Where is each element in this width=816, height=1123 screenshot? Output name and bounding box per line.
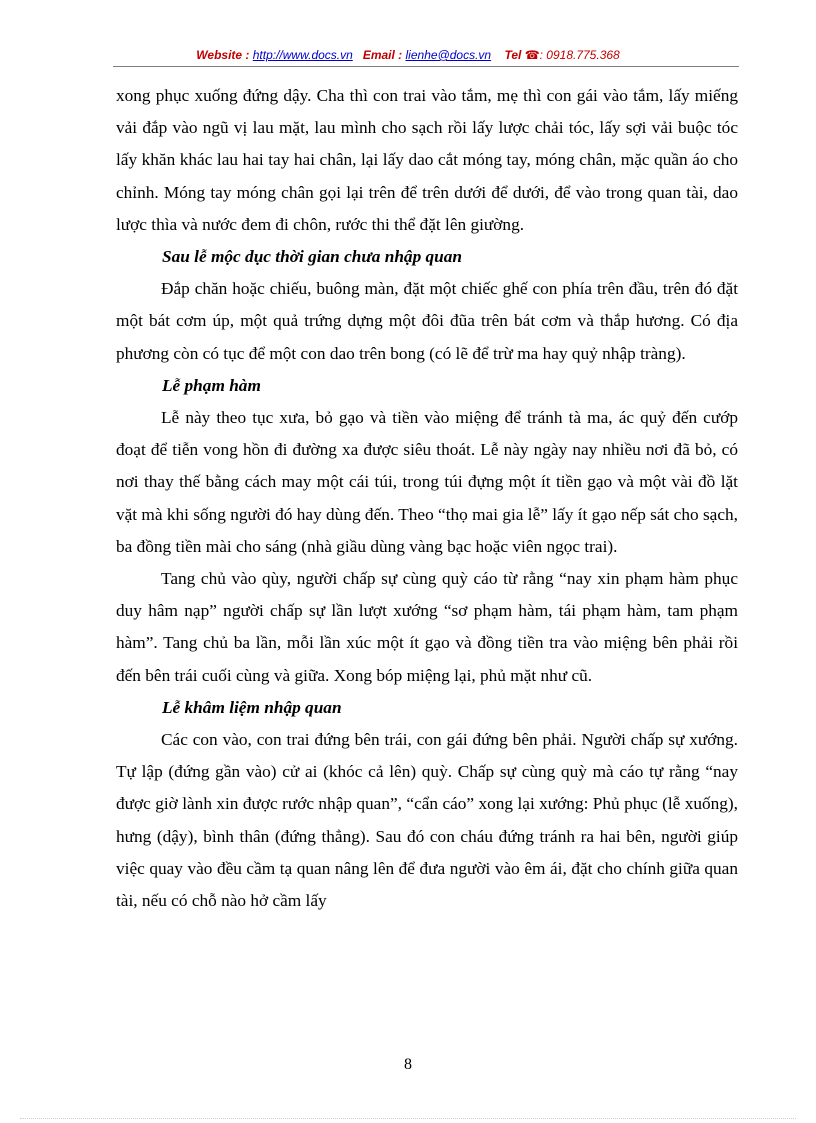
website-link[interactable]: http://www.docs.vn: [252, 48, 353, 62]
email-label: Email :: [362, 48, 403, 62]
email-link[interactable]: lienhe@docs.vn: [405, 48, 492, 62]
telephone-icon: ☎: [524, 48, 540, 62]
tel-label: Tel: [504, 48, 522, 62]
header-rule: [113, 66, 739, 67]
footer-divider: [20, 1118, 796, 1119]
section-heading-1: Sau lễ mộc dục thời gian chưa nhập quan: [162, 247, 463, 267]
paragraph-4: Tang chủ vào qùy, người chấp sự cùng quỳ cáo từ rằng “nay xin phạm hàm phục duy hâm nạp” người chấp sự lần lượt xướng “sơ phạm hàm, tái phạm hàm, tam phạm hàm”. Tang chủ ba lần, mỗi lần xúc một ít gạo và đồng tiền tra vào miệng bên phải rồi đến bên trái cuối cùng và giữa. Xong bóp miệng lại, phủ mặt như cũ.: [116, 569, 738, 685]
paragraph-5: Các con vào, con trai đứng bên trái, con gái đứng bên phải. Người chấp sự xướng. Tự lập (đứng gần vào) cử ai (khóc cả lên) quỳ. Chấp sự cùng quỳ mà cáo tự rằng “nay được giờ lành xin được rước nhập quan”, “cẩn cáo” xong lại xướng: Phủ phục (lễ xuống), hưng (dậy), bình thân (đứng thẳng). Sau đó con cháu đứng tránh ra hai bên, người giúp việc quay vào đều cầm tạ quan nâng lên để đưa người vào êm ái, đặt cho chính giữa quan tài, nếu có chỗ nào hở cầm lấy: [116, 730, 738, 911]
paragraph-2: Đắp chăn hoặc chiếu, buông màn, đặt một chiếc ghế con phía trên đầu, trên đó đặt một bát cơm úp, một quả trứng dựng một đôi đũa trên bát cơm và thắp hương. Có địa phương còn có tục để một con dao trên bong (có lẽ để trừ ma hay quỷ nhập tràng).: [116, 279, 738, 363]
page-number: 8: [404, 1056, 412, 1073]
page-header: [0, 48, 816, 62]
section-heading-2: Lễ phạm hàm: [162, 375, 261, 395]
paragraph-1: xong phục xuống đứng dậy. Cha thì con trai vào tắm, mẹ thì con gái vào tắm, lấy miếng vải đắp vào ngũ vị lau mặt, lau mình cho sạch rồi lấy lược chải tóc, lấy sợi vải buộc tóc lấy khăn khác lau hai tay hai chân, lại lấy dao cắt móng tay, móng chân, mặc quần áo cho chỉnh. Móng tay móng chân gọi lại trên để trên dưới để dưới, để vào trong quan tài, dao lược thìa và nước đem đi chôn, rước thi thể đặt lên giường.: [116, 86, 738, 234]
website-label: Website :: [196, 48, 250, 62]
section-heading-3: Lễ khâm liệm nhập quan: [162, 697, 342, 717]
document-body: [116, 80, 738, 917]
phone-number: : 0918.775.368: [539, 48, 620, 62]
paragraph-3: Lễ này theo tục xưa, bỏ gạo và tiền vào miệng để tránh tà ma, ác quỷ đến cướp đoạt để tiễn vong hồn đi đường xa được siêu thoát. Lễ này ngày nay nhiều nơi đã bỏ, có nơi thay thế bằng cách may một cái túi, trong túi đựng một ít tiền gạo và một vài đồ lặt vặt mà khi sống người đó hay dùng đến. Theo “thọ mai gia lễ” lấy ít gạo nếp sát cho sạch, ba đồng tiền mài cho sáng (nhà giầu dùng vàng bạc hoặc viên ngọc trai).: [116, 408, 738, 556]
